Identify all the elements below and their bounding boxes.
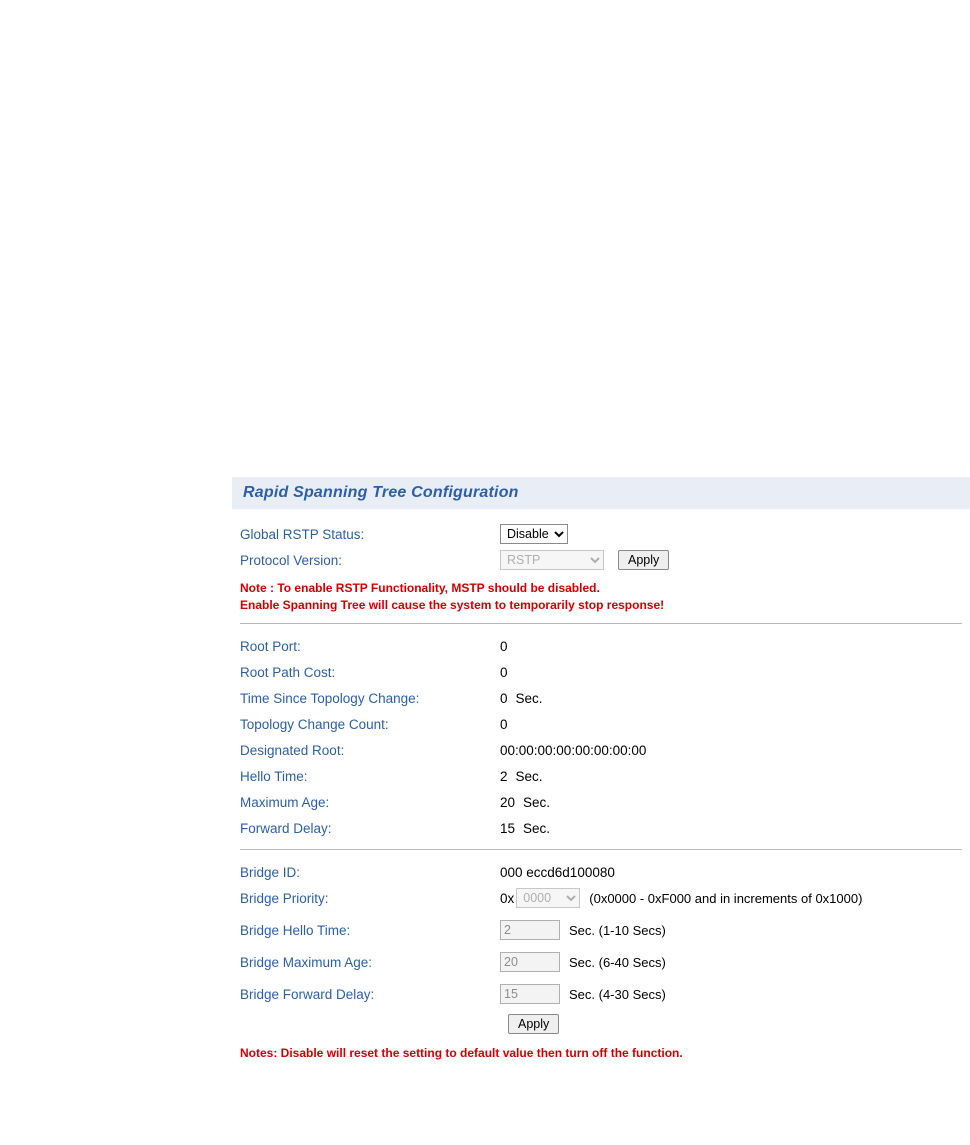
time-since-topology-change-unit: Sec. [515, 690, 543, 706]
bridge-id-value: 000 eccd6d100080 [500, 864, 615, 880]
row-bridge-hello-time [232, 918, 970, 942]
row-apply-bottom [232, 1014, 970, 1034]
bridge-forward-delay-hint: Sec. (4-30 Secs) [569, 986, 666, 1002]
apply-bottom-button[interactable]: Apply [508, 1014, 559, 1034]
row-bridge-maximum-age [232, 950, 970, 974]
row-hello-time [232, 764, 970, 788]
divider-top [240, 623, 962, 624]
bridge-priority-hint: (0x0000 - 0xF000 and in increments of 0x1000) [589, 890, 863, 906]
designated-root-label: Designated Root: [240, 742, 345, 758]
designated-root-value: 00:00:00:00:00:00:00:00 [500, 742, 647, 758]
row-global-rstp-status [232, 522, 970, 546]
hello-time-label: Hello Time: [240, 768, 308, 784]
global-rstp-status-label: Global RSTP Status: [240, 526, 365, 542]
note-stop-response: Enable Spanning Tree will cause the system to temporarily stop response! [240, 598, 665, 612]
maximum-age-value: 20 [500, 794, 516, 810]
row-root-path-cost [232, 660, 970, 684]
note-mstp-disabled: Note : To enable RSTP Functionality, MSTP should be disabled. [240, 581, 600, 595]
hello-time-unit: Sec. [515, 768, 543, 784]
root-path-cost-value: 0 [500, 664, 508, 680]
bridge-hello-time-hint: Sec. (1-10 Secs) [569, 922, 666, 938]
bridge-hello-time-input[interactable] [500, 920, 560, 940]
row-designated-root [232, 738, 970, 762]
bridge-id-label: Bridge ID: [240, 864, 301, 880]
bridge-maximum-age-hint: Sec. (6-40 Secs) [569, 954, 666, 970]
row-time-since-topology-change [232, 686, 970, 710]
row-bridge-forward-delay [232, 982, 970, 1006]
rstp-configuration-panel [232, 477, 970, 1060]
bridge-maximum-age-label: Bridge Maximum Age: [240, 954, 373, 970]
bridge-forward-delay-label: Bridge Forward Delay: [240, 986, 375, 1002]
topology-change-count-label: Topology Change Count: [240, 716, 389, 732]
maximum-age-unit: Sec. [523, 794, 551, 810]
forward-delay-value: 15 [500, 820, 516, 836]
protocol-version-select[interactable] [500, 550, 604, 570]
bridge-forward-delay-input[interactable] [500, 984, 560, 1004]
note-disable-reset: Notes: Disable will reset the setting to default value then turn off the function. [240, 1046, 683, 1060]
topology-change-count-value: 0 [500, 716, 508, 732]
bridge-priority-label: Bridge Priority: [240, 890, 329, 906]
row-root-port [232, 634, 970, 658]
bridge-priority-prefix: 0x [500, 890, 515, 906]
row-bridge-priority [232, 886, 970, 910]
row-protocol-version [232, 548, 970, 572]
page-title: Rapid Spanning Tree Configuration [232, 477, 970, 509]
forward-delay-label: Forward Delay: [240, 820, 332, 836]
root-path-cost-label: Root Path Cost: [240, 664, 336, 680]
root-port-value: 0 [500, 638, 508, 654]
root-port-label: Root Port: [240, 638, 301, 654]
row-bridge-id [232, 860, 970, 884]
protocol-version-label: Protocol Version: [240, 552, 343, 568]
hello-time-value: 2 [500, 768, 508, 784]
bridge-hello-time-label: Bridge Hello Time: [240, 922, 351, 938]
panel-body [232, 509, 970, 1060]
row-forward-delay [232, 816, 970, 840]
maximum-age-label: Maximum Age: [240, 794, 330, 810]
row-topology-change-count [232, 712, 970, 736]
divider-bottom [240, 849, 962, 850]
forward-delay-unit: Sec. [523, 820, 551, 836]
bridge-maximum-age-input[interactable] [500, 952, 560, 972]
global-rstp-status-select[interactable] [500, 524, 568, 544]
time-since-topology-change-label: Time Since Topology Change: [240, 690, 420, 706]
time-since-topology-change-value: 0 [500, 690, 508, 706]
apply-top-button[interactable]: Apply [618, 550, 669, 570]
bridge-priority-select[interactable] [516, 888, 580, 908]
row-maximum-age [232, 790, 970, 814]
